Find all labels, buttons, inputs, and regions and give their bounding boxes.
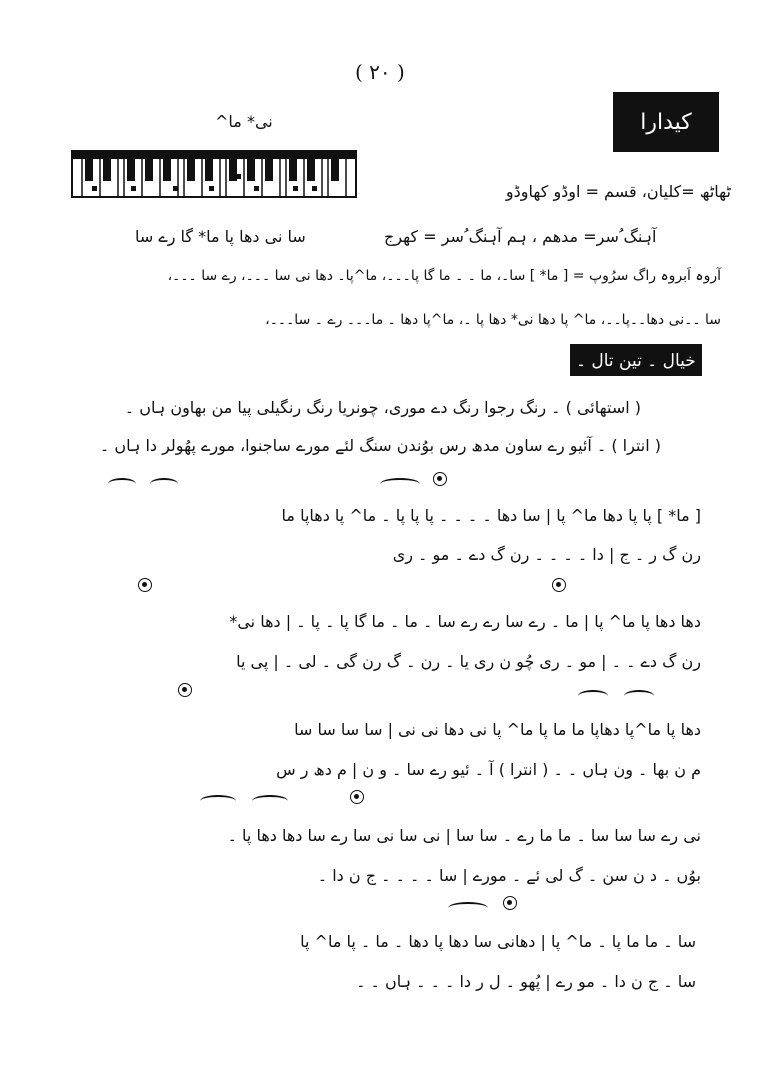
sam-mark-icon: [178, 683, 192, 697]
notation-swar-4: نی رے سا سا سا ۔ ما ما رے ۔ سا سا | نی سا نی سا رے سا دھا دھا پا ۔: [227, 826, 701, 845]
sam-mark-icon: [503, 896, 517, 910]
notation-bol-3: م ن بھا ۔ ون ہاں ۔ ۔ ( انترا ) آ ۔ ئیو رے سا ۔ و ن | م دھ ر س: [276, 760, 701, 779]
keyboard-diagram-icon: [71, 150, 357, 198]
notation-swar-1: [ ما* ] پا پا دھا ما^ پا | سا دھا ۔ ۔ ۔ ۔ پا پا پا ۔ ما^ پا دھاپا ما: [281, 506, 701, 525]
meend-arc-icon: [624, 690, 654, 702]
notation-swar-5: سا ۔ ما ما پا ۔ ما^ پا | دھانی سا دھا پا دھا ۔ ما ۔ پا ما^ پا: [300, 932, 696, 951]
meend-arc-icon: [150, 478, 178, 490]
notation-bol-1: رن گ ر ۔ ج | دا ۔ ۔ ۔ ۔ رن گ دے ۔ مو ۔ ری: [392, 545, 701, 564]
asthai-line: ( استھائی ) ۔ رنگ رجوا رنگ دے موری، چونریا رنگ رنگیلی پیا من بھاون ہاں ۔: [124, 398, 641, 417]
scale-notes: سا نی دھا پا ما* گا رے سا: [135, 227, 306, 246]
raag-title: کیدارا: [613, 92, 719, 152]
notation-swar-3: دھا پا ما^پا دھاپا ما ما پا ما^ پا نی دھا نی نی | سا سا سا سا: [294, 720, 701, 739]
sam-mark-icon: [350, 790, 364, 804]
meend-arc-icon: [200, 795, 236, 807]
sam-mark-icon: [433, 472, 447, 486]
notation-bol-5: سا ۔ ج ن دا ۔ مو رے | پُھو ۔ ل ر دا ۔ ۔ ۔ ہاں ۔ ۔: [356, 972, 696, 991]
thaath-line: ٹھاٹھ =کلیان، قسم = اوڈو کھاوڈو: [505, 182, 731, 201]
meend-arc-icon: [108, 478, 136, 490]
meend-arc-icon: [448, 902, 488, 914]
meend-arc-icon: [578, 690, 608, 702]
aroh-line-1: آروہ اَبروہ راگ سرُوپ = [ ما* ] سا۔، ما ۔ ۔ ما گا پا۔۔۔، ما^پا۔ دھا نی سا ۔۔۔، رے سا ۔۔۔،: [167, 268, 721, 284]
aroh-line-2: سا ۔۔نی دھا۔۔پا۔۔، ما^ پا دھا نی* دھا پا ۔، ما^پا دھا ۔ ما۔۔۔ رے ۔ سا۔۔۔،: [265, 312, 721, 328]
khayal-label: خیال ۔ تین تال ۔: [570, 344, 702, 376]
notation-bol-4: بوُں ۔ د ن سن ۔ گ لی ئے ۔ مورے | سا ۔ ۔ ۔ ۔ ج ن دا ۔: [317, 866, 701, 885]
meend-arc-icon: [380, 478, 420, 490]
sam-mark-icon: [138, 578, 152, 592]
altered-notes: نی* ما^: [215, 112, 273, 131]
meend-arc-icon: [252, 795, 288, 807]
sam-mark-icon: [552, 578, 566, 592]
notation-bol-2: رن گ دے ۔ ۔ | مو ۔ ری چُو ن ری یا ۔ رن ۔ گ رن گی ۔ لی ۔ | پی یا: [236, 652, 701, 671]
page-number: ( ۲۰ ): [355, 60, 405, 84]
notation-swar-2: دھا دھا پا ما^ پا | ما ۔ رے سا رے رے سا ۔ ما ۔ ما گا پا ۔ پا ۔ | دھا نی*: [229, 612, 701, 631]
ahang-line: آہنگ ُسر= مدھم ، ہم آہنگ ُسر = کھرج: [384, 227, 657, 246]
antra-line: ( انترا ) ۔ آئیو رے ساون مدھ رس بوُندن سنگ لئے مورے ساجنوا، مورے پھُولر دا ہاں ۔: [99, 436, 661, 455]
